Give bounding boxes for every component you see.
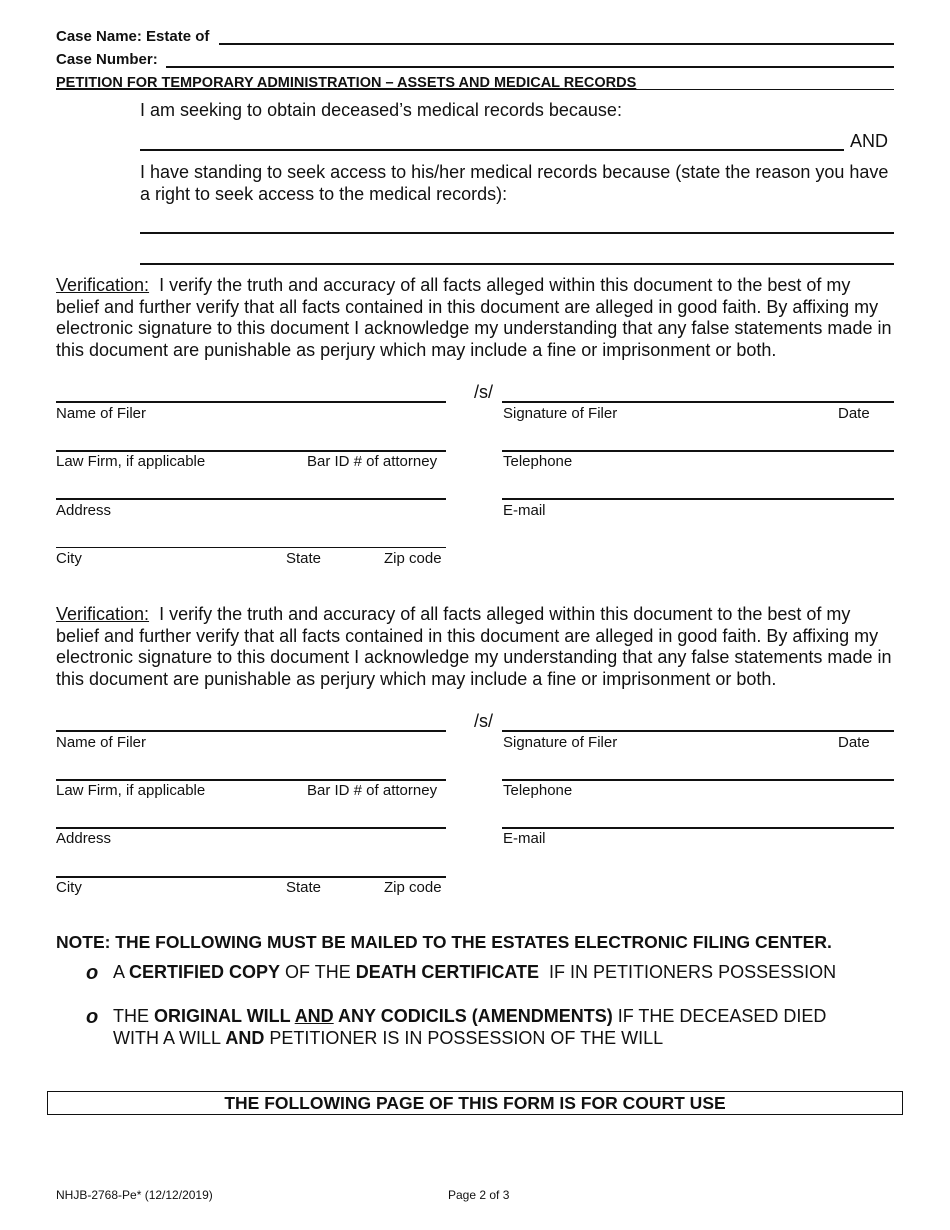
- bullet2-rest1: IF THE DECEASED DIED WITH A WILL: [113, 1006, 827, 1048]
- email-label-1: E-mail: [503, 502, 546, 519]
- court-use-banner: THE FOLLOWING PAGE OF THIS FORM IS FOR COURT USE: [47, 1091, 903, 1115]
- name-of-filer-label-2: Name of Filer: [56, 734, 147, 751]
- signature-field-1[interactable]: [502, 401, 894, 403]
- case-number-label: Case Number:: [56, 51, 158, 68]
- city-label-2: City: [56, 879, 82, 896]
- case-number-field[interactable]: [166, 66, 894, 68]
- city-field-2[interactable]: [56, 876, 446, 878]
- name-of-filer-field-2[interactable]: [56, 730, 446, 732]
- note-heading: NOTE: THE FOLLOWING MUST BE MAILED TO THE ESTATES ELECTRONIC FILING CENTER.: [56, 932, 832, 952]
- bullet-1-icon: o: [86, 962, 99, 984]
- bullet1-death-certificate: DEATH CERTIFICATE: [355, 962, 540, 982]
- name-of-filer-label-1: Name of Filer: [56, 405, 147, 422]
- signature-field-2[interactable]: [502, 730, 894, 732]
- verification-paragraph-2: [56, 604, 896, 690]
- bar-id-label-2: Bar ID # of attorney: [307, 782, 438, 799]
- verification-heading-1: Verification:: [56, 275, 150, 295]
- address-label-1: Address: [56, 502, 112, 519]
- bullet2-rest2: PETITIONER IS IN POSSESSION OF THE WILL: [264, 1027, 664, 1048]
- telephone-field-2[interactable]: [502, 779, 894, 781]
- email-field-1[interactable]: [502, 498, 894, 500]
- bullet-2-icon: o: [86, 1006, 99, 1028]
- telephone-field-1[interactable]: [502, 450, 894, 452]
- case-name-label: Case Name: Estate of: [56, 28, 210, 45]
- form-title: PETITION FOR TEMPORARY ADMINISTRATION – ASSETS AND MEDICAL RECORDS: [56, 75, 637, 91]
- bullet2-original-will: ORIGINAL WILL: [154, 1006, 295, 1026]
- medical-reason-field[interactable]: [140, 149, 844, 151]
- standing-prompt: I have standing to seek access to his/her medical records because (state the reason you have a right to seek access to the medical records):: [140, 162, 889, 204]
- verification-heading-2: Verification:: [56, 604, 150, 624]
- law-firm-field-1[interactable]: [56, 450, 446, 452]
- medical-reason-prompt: I am seeking to obtain deceased’s medical records because:: [140, 100, 622, 120]
- email-label-2: E-mail: [503, 830, 546, 847]
- bullet1-rest: IF IN PETITIONERS POSSESSION: [539, 962, 837, 982]
- zip-label-1: Zip code: [384, 550, 442, 567]
- title-divider: [56, 89, 894, 90]
- city-field-1[interactable]: [56, 547, 446, 548]
- and-label: AND: [850, 131, 889, 151]
- date-label-2: Date: [838, 734, 870, 751]
- standing-field-line-2[interactable]: [140, 263, 894, 265]
- verification-text-2: I verify the truth and accuracy of all facts alleged within this document to the best of my belief and further verify that all facts contained in this document are alleged in good faith. By affixing my electronic signature to this document I acknowledge my understanding that any false statements made in this document are punishable as perjury which may include a fine or imprisonment or both.: [56, 604, 892, 689]
- telephone-label-1: Telephone: [503, 453, 573, 470]
- standing-field-line-1[interactable]: [140, 232, 894, 234]
- name-of-filer-field-1[interactable]: [56, 401, 446, 403]
- signature-label-2: Signature of Filer: [503, 734, 618, 751]
- email-field-2[interactable]: [502, 827, 894, 829]
- bullet1-a: A: [113, 962, 130, 982]
- state-label-1: State: [286, 550, 322, 567]
- city-label-1: City: [56, 550, 82, 567]
- date-label-1: Date: [838, 405, 870, 422]
- sig-prefix-2: /s/: [474, 711, 494, 731]
- address-field-2[interactable]: [56, 827, 446, 829]
- verification-paragraph-1: [56, 275, 896, 361]
- note-bullet-1: [113, 962, 836, 984]
- bullet1-certified-copy: CERTIFIED COPY: [129, 962, 281, 982]
- bullet2-and-bold: AND: [225, 1027, 265, 1048]
- bullet2-and-underlined: AND: [294, 1006, 334, 1026]
- telephone-label-2: Telephone: [503, 782, 573, 799]
- address-field-1[interactable]: [56, 498, 446, 500]
- note-bullet-2: [113, 1006, 873, 1049]
- state-label-2: State: [286, 879, 322, 896]
- zip-label-2: Zip code: [384, 879, 442, 896]
- law-firm-field-2[interactable]: [56, 779, 446, 781]
- law-firm-label-2: Law Firm, if applicable: [56, 782, 206, 799]
- verification-text-1: I verify the truth and accuracy of all facts alleged within this document to the best of my belief and further verify that all facts contained in this document are alleged in good faith. By affixing my electronic signature to this document I acknowledge my understanding that any false statements made in this document are punishable as perjury which may include a fine or imprisonment or both.: [56, 275, 892, 360]
- address-label-2: Address: [56, 830, 112, 847]
- footer-form-id: NHJB-2768-Pe* (12/12/2019): [56, 1188, 213, 1202]
- bullet1-of-the: OF THE: [280, 962, 356, 982]
- signature-label-1: Signature of Filer: [503, 405, 618, 422]
- law-firm-label-1: Law Firm, if applicable: [56, 453, 206, 470]
- footer-page-number: Page 2 of 3: [448, 1188, 510, 1202]
- bar-id-label-1: Bar ID # of attorney: [307, 453, 438, 470]
- bullet2-codicils: ANY CODICILS (AMENDMENTS): [333, 1006, 613, 1026]
- bullet2-the: THE: [113, 1006, 155, 1026]
- sig-prefix-1: /s/: [474, 382, 494, 402]
- case-name-field[interactable]: [219, 43, 894, 45]
